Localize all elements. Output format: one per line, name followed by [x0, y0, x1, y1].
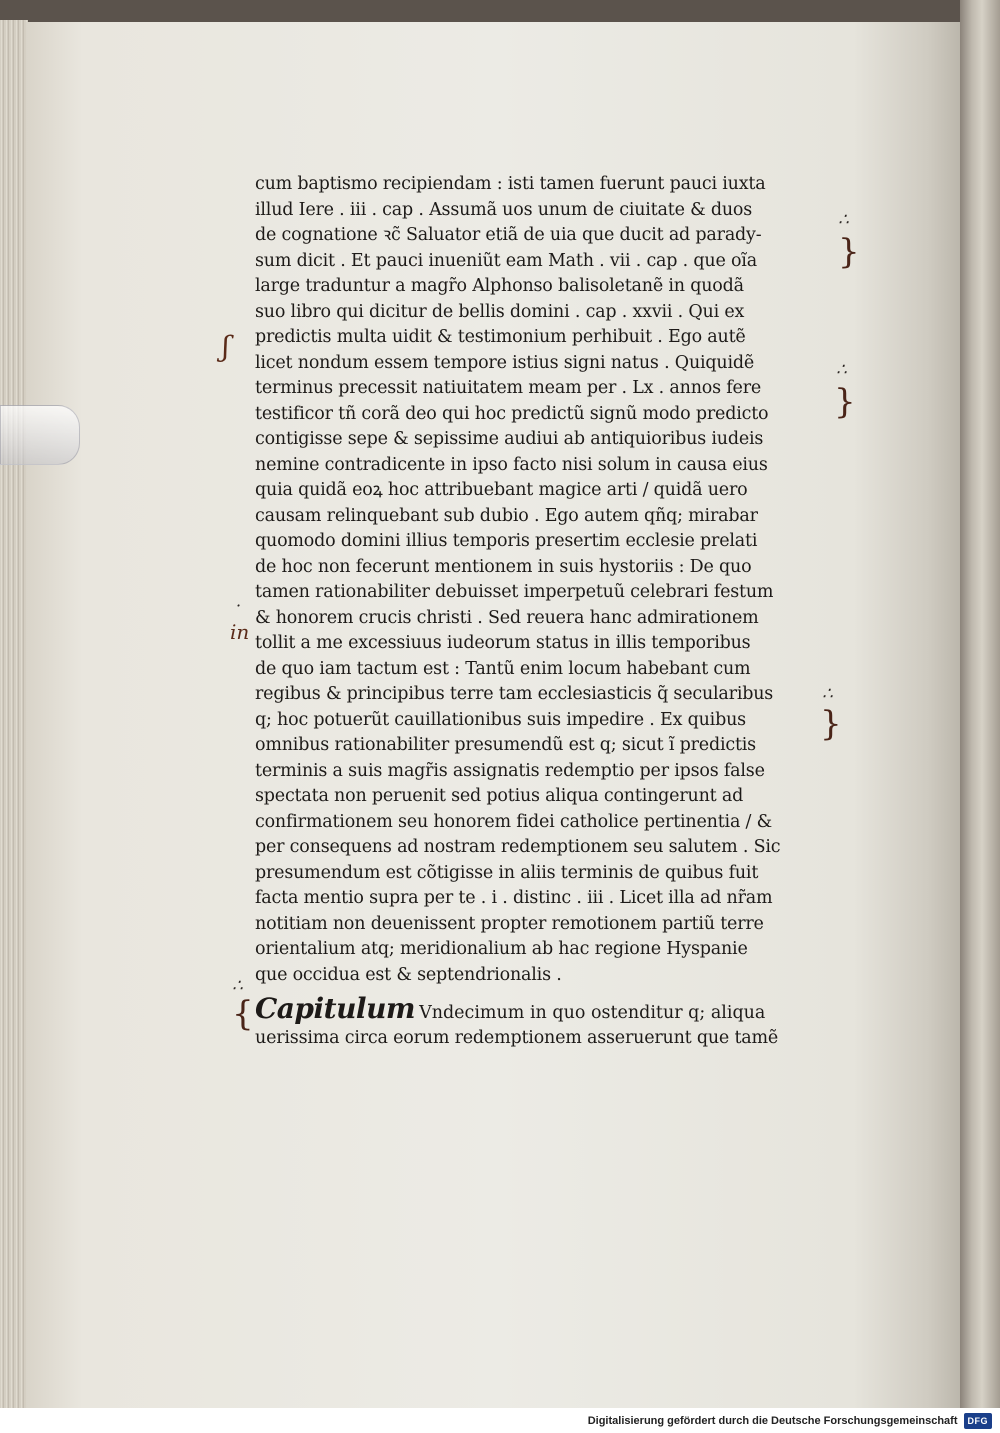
chapter-heading-line: [255, 992, 825, 1026]
text-line: notitiam non deuenissent propter remotionem partiũ terre: [255, 913, 764, 934]
margin-dots-3: ∴: [822, 684, 833, 704]
plastic-clip: [0, 405, 80, 465]
text-line: confirmationem seu honorem fidei catholice pertinentia / &: [255, 811, 772, 832]
text-line: presumendum est cõtigisse in aliis terminis de quibus fuit: [255, 862, 759, 883]
margin-dots-1: ∴: [838, 210, 849, 230]
margin-dots-4: ∴: [232, 976, 243, 996]
text-line: predictis multa uidit & testimonium perhibuit . Ego autẽ: [255, 327, 746, 347]
text-line: causam relinquebant sub dubio . Ego autem qñq; mirabar: [255, 505, 758, 526]
text-line: tollit a me excessiuus iudeorum status in illis temporibus: [255, 633, 751, 653]
chapter-title-line: uerissima circa eorum redemptionem asseruerunt que tamẽ: [255, 1028, 779, 1048]
text-line: nemine contradicente in ipso facto nisi solum in causa eius: [255, 454, 768, 475]
text-line: spectata non peruenit sed potius aliqua contingerunt ad: [255, 786, 744, 806]
body-text: [255, 172, 825, 1052]
text-line: orientalium atq; meridionalium ab hac regione Hyspanie: [255, 939, 748, 959]
page-edges: [0, 20, 28, 1408]
text-line: large traduntur a magr̃o Alphonso balisoletanẽ in quodã: [255, 276, 744, 296]
text-line: q; hoc potuerũt cauillationibus suis impedire . Ex quibus: [255, 709, 746, 730]
text-line: de quo iam tactum est : Tantũ enim locum habebant cum: [255, 658, 751, 679]
text-line: per consequens ad nostram redemptionem seu salutem . Sic: [255, 837, 781, 857]
chapter-title: Vndecimum in quo ostenditur q; aliqua: [419, 1003, 766, 1023]
margin-mark: ʃ: [222, 330, 230, 363]
text-line: terminis a suis magr̃is assignatis redemptio per ipsos false: [255, 760, 765, 781]
text-line: de cognatione ꝛc̃ Saluator etiã de uia que ducit ad parady-: [255, 225, 762, 245]
text-line: sum dicit . Et pauci inueniũt eam Math . vii . cap . que oĩa: [255, 250, 757, 271]
margin-bracket-4: {: [232, 994, 254, 1034]
text-line: de hoc non fecerunt mentionem in suis hystoriis : De quo: [255, 556, 752, 577]
text-line: que occidua est & septendrionalis .: [255, 964, 562, 985]
dfg-logo: DFG: [964, 1413, 993, 1429]
text-line: quia quidã eoꝝ hoc attribuebant magice arti / quidã uero: [255, 480, 748, 500]
text-line: suo libro qui dicitur de bellis domini . cap . xxvii . Qui ex: [255, 301, 745, 322]
text-line: & honorem crucis christi . Sed reuera hanc admirationem: [255, 607, 759, 628]
margin-dots-2: ∴: [836, 360, 847, 380]
text-line: quomodo domini illius temporis presertim ecclesie prelati: [255, 531, 758, 551]
footer-bar: [0, 1408, 1000, 1433]
text-line: illud Iere . iii . cap . Assumã uos unum de ciuitate & duos: [255, 199, 753, 220]
margin-bracket-2: }: [834, 382, 856, 422]
margin-bracket-1: }: [838, 232, 860, 272]
text-line: omnibus rationabiliter presumendũ est q; sicut ĩ predictis: [255, 735, 756, 755]
margin-bracket-3: }: [820, 704, 842, 744]
margin-dot: ·: [236, 596, 242, 615]
text-line: licet nondum essem tempore istius signi natus . Quiquidẽ: [255, 352, 755, 373]
book-spine: [960, 0, 1000, 1408]
text-line: terminus precessit natiuitatem meam per . Lx . annos fere: [255, 378, 762, 398]
text-line: contigisse sepe & sepissime audiui ab antiquioribus iudeis: [255, 429, 764, 449]
margin-note-in: in: [230, 620, 250, 644]
text-line: regibus & principibus terre tam ecclesiasticis q̃ secularibus: [255, 684, 774, 704]
text-line: facta mentio supra per te . i . distinc . iii . Licet illa ad nr̃am: [255, 888, 773, 908]
chapter-heading: Capitulum: [255, 992, 416, 1025]
text-line: testificor tñ corã deo qui hoc predictũ signũ modo predicto: [255, 403, 769, 424]
text-line: tamen rationabiliter debuisset imperpetuũ celebrari festum: [255, 582, 774, 602]
footer-credit: Digitalisierung gefördert durch die Deutsche Forschungsgemeinschaft: [587, 1414, 958, 1427]
text-line: cum baptismo recipiendam : isti tamen fuerunt pauci iuxta: [255, 174, 766, 194]
